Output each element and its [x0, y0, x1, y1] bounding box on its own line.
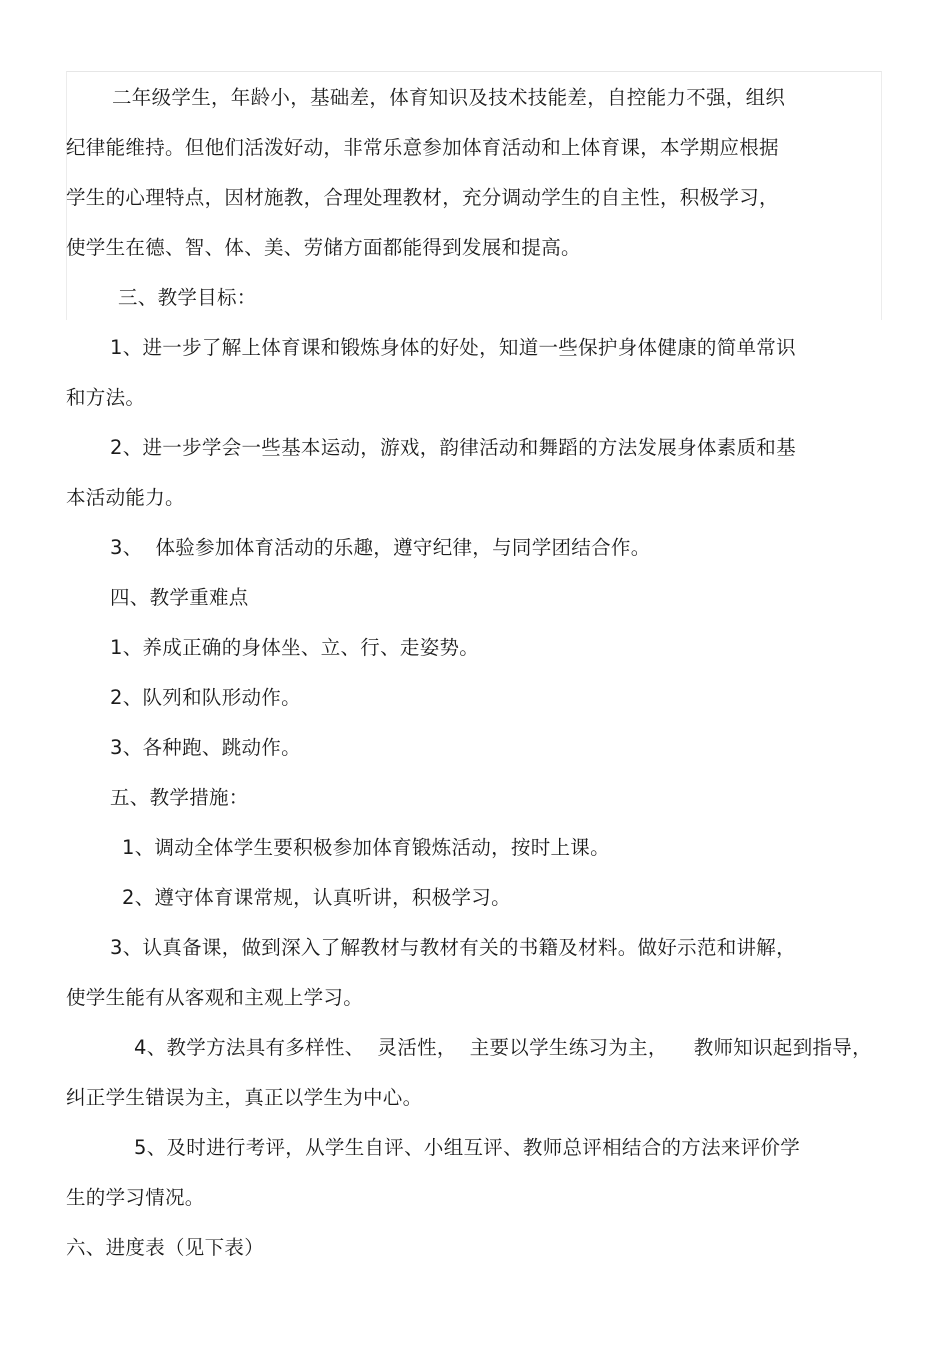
- section-heading: 五、教学措施：: [110, 786, 249, 809]
- list-item: 3、 体验参加体育活动的乐趣，遵守纪律，与同学团结合作。: [110, 536, 651, 559]
- paragraph-line: 学生的心理特点，因材施教，合理处理教材，充分调动学生的自主性，积极学习，: [66, 186, 779, 209]
- list-item: 3、各种跑、跳动作。: [110, 736, 301, 759]
- paragraph-line: 本活动能力。: [66, 486, 185, 509]
- section-heading: 六、进度表（见下表）: [66, 1236, 265, 1259]
- paragraph-line: 纪律能维持。但他们活泼好动，非常乐意参加体育活动和上体育课，本学期应根据: [66, 136, 779, 159]
- list-item: 1、养成正确的身体坐、立、行、走姿势。: [110, 636, 480, 659]
- list-item: 5、及时进行考评，从学生自评、小组互评、教师总评相结合的方法来评价学: [134, 1136, 801, 1159]
- section-heading: 三、教学目标：: [118, 286, 257, 309]
- section-heading: 四、教学重难点: [110, 586, 249, 609]
- paragraph-line: 使学生在德、智、体、美、劳储方面都能得到发展和提高。: [66, 236, 581, 259]
- list-item: 1、进一步了解上体育课和锻炼身体的好处，知道一些保护身体健康的简单常识: [110, 336, 796, 359]
- list-item: 2、进一步学会一些基本运动，游戏，韵律活动和舞蹈的方法发展身体素质和基: [110, 436, 796, 459]
- paragraph-line: 二年级学生，年龄小，基础差，体育知识及技术技能差，自控能力不强，组织: [112, 86, 786, 109]
- list-item: 2、遵守体育课常规，认真听讲，积极学习。: [122, 886, 511, 909]
- list-item: 1、调动全体学生要积极参加体育锻炼活动，按时上课。: [122, 836, 610, 859]
- paragraph-line: 使学生能有从客观和主观上学习。: [66, 986, 364, 1009]
- paragraph-line: 纠正学生错误为主，真正以学生为中心。: [66, 1086, 423, 1109]
- list-item: 3、认真备课，做到深入了解教材与教材有关的书籍及材料。做好示范和讲解，: [110, 936, 796, 959]
- paragraph-line: 和方法。: [66, 386, 146, 409]
- list-item: 4、教学方法具有多样性、 灵活性， 主要以学生练习为主， 教师知识起到指导，: [134, 1036, 872, 1059]
- list-item: 2、队列和队形动作。: [110, 686, 301, 709]
- paragraph-line: 生的学习情况。: [66, 1186, 205, 1209]
